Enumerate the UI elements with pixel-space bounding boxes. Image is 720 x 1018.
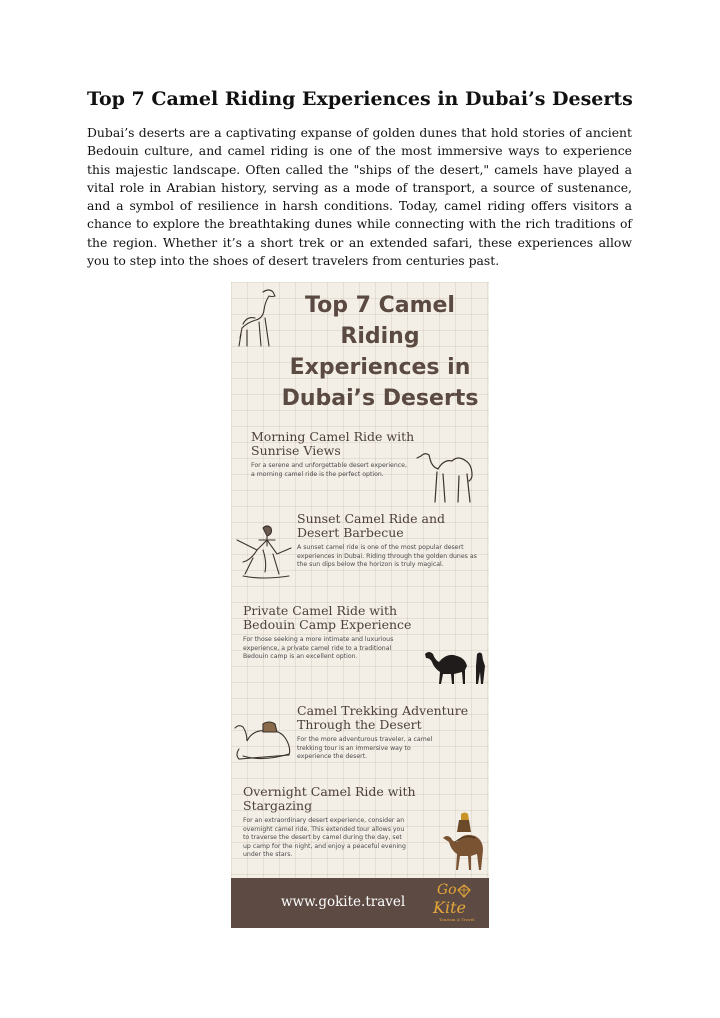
camel-head-sketch-icon [233, 284, 277, 348]
section-sunset-ride [297, 512, 487, 570]
intro-paragraph: Dubai’s deserts are a captivating expanse of golden dunes that hold stories of ancient Bedouin culture, and camel riding is one of the most immersive ways to experience this majestic landscape. Often called the "ships of the desert," camels have played a vital role in Arabian history, serving as a mode of transport, a source of sustenance, and a symbol of resilience in harsh conditions. Today, camel riding offers visitors a chance to explore the breathtaking dunes while connecting with the rich traditions of the region. Whether it’s a short trek or an extended safari, these experiences allow you to step into the shoes of desert travelers from centuries past. [87, 125, 632, 269]
page-title: Top 7 Camel Riding Experiences in Dubai’s Deserts [87, 88, 633, 110]
camel-rider-sketch-icon [233, 520, 295, 582]
infographic-title: Top 7 Camel Riding Experiences in Dubai’s Deserts [281, 293, 479, 411]
section-overnight-ride [243, 785, 439, 860]
gokite-logo [431, 882, 479, 924]
infographic [231, 282, 489, 928]
section-text: For those seeking a more intimate and luxurious experience, a private camel ride to a traditional Bedouin camp is an excellent option. [243, 636, 394, 661]
camel-silhouette-icon [423, 646, 489, 686]
section-heading: Overnight Camel Ride with Stargazing [243, 784, 416, 813]
camel-standing-icon [415, 444, 481, 506]
logo-text-top: Go [437, 882, 457, 898]
section-trekking-adventure [297, 704, 489, 762]
section-heading: Sunset Camel Ride and Desert Barbecue [297, 511, 445, 540]
infographic-footer [231, 878, 489, 928]
section-heading: Morning Camel Ride with Sunrise Views [251, 429, 415, 458]
logo-tagline: Tourism & Travel [439, 917, 475, 922]
section-private-ride [243, 604, 443, 662]
kite-icon [457, 884, 471, 898]
section-text: For the more adventurous traveler, a camel trekking tour is an immersive way to experience the desert. [297, 736, 433, 761]
website-link[interactable]: www.gokite.travel [281, 894, 406, 910]
section-heading: Camel Trekking Adventure Through the Desert [297, 703, 469, 732]
camel-resting-icon [233, 718, 295, 768]
section-text: For a serene and unforgettable desert experience, a morning camel ride is the perfect option. [251, 462, 407, 478]
section-morning-ride [251, 430, 436, 479]
section-text: A sunset camel ride is one of the most popular desert experiences in Dubai. Riding through the golden dunes as the sun dips below the horizon is truly magical. [297, 544, 477, 569]
section-heading: Private Camel Ride with Bedouin Camp Experience [243, 603, 412, 632]
logo-text-bottom: Kite [433, 898, 466, 917]
camel-with-rider-icon [441, 810, 487, 876]
section-text: For an extraordinary desert experience, consider an overnight camel ride. This extended tour allows you to traverse the desert by camel during the day, set up camp for the night, and enjoy a peaceful evening under the stars. [243, 817, 406, 859]
